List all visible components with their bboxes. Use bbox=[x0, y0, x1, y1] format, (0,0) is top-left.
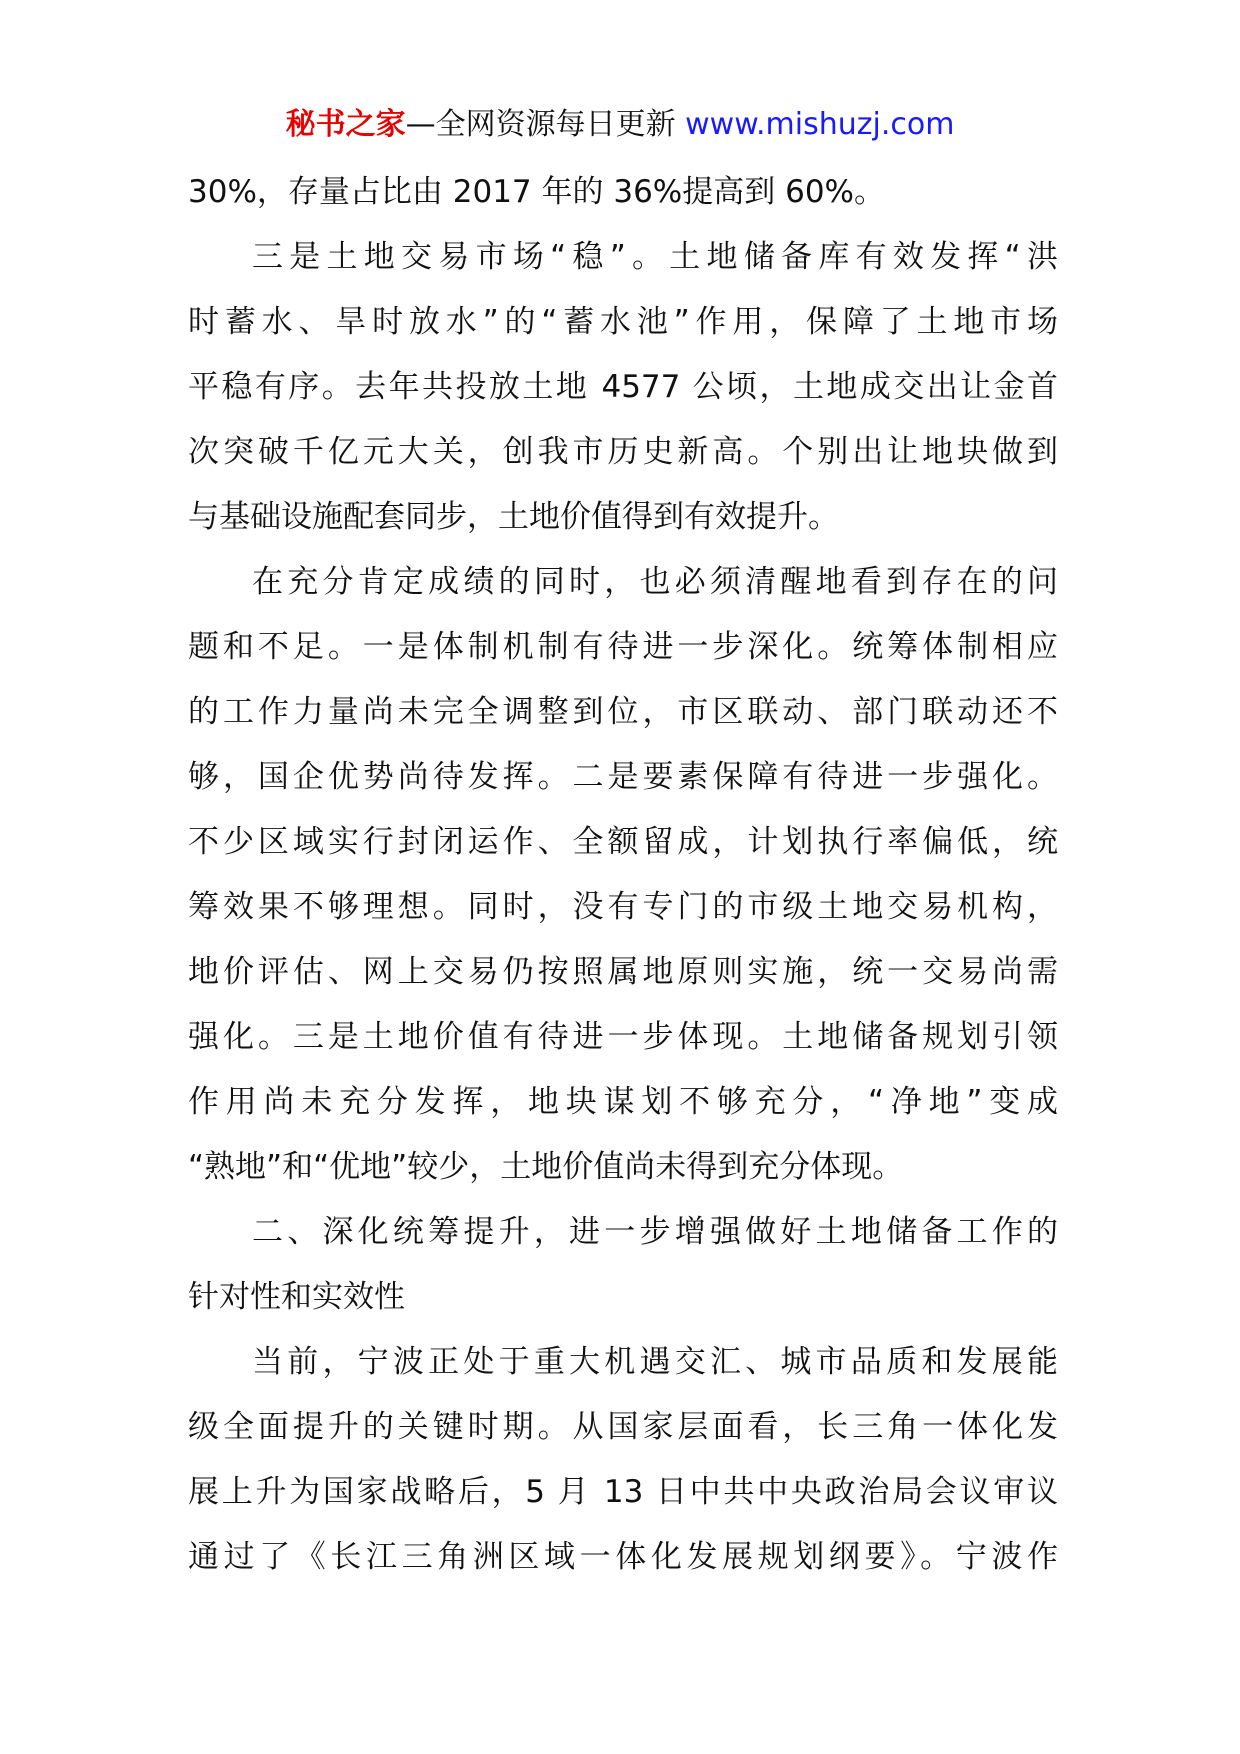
text-line: 作用尚未充分发挥，地块谋划不够充分，“净地”变成 bbox=[188, 1084, 1058, 1120]
brand-name: 秘书之家 bbox=[285, 107, 406, 142]
text-line: 够，国企优势尚待发挥。二是要素保障有待进一步强化。 bbox=[188, 759, 1058, 795]
text-line: 地价评估、网上交易仍按照属地原则实施，统一交易尚需 bbox=[188, 954, 1058, 990]
text-line: “熟地”和“优地”较少，土地价值尚未得到充分体现。 bbox=[188, 1149, 904, 1185]
document-body bbox=[188, 160, 1058, 1590]
text-line: 不少区域实行封闭运作、全额留成，计划执行率偏低，统 bbox=[188, 824, 1058, 860]
text-line: 次突破千亿元大关，创我市历史新高。个别出让地块做到 bbox=[188, 434, 1058, 470]
text-line: 通过了《长江三角洲区域一体化发展规划纲要》。宁波作 bbox=[188, 1539, 1058, 1575]
text-line: 题和不足。一是体制机制有待进一步深化。统筹体制相应 bbox=[188, 629, 1058, 665]
text-line: 筹效果不够理想。同时，没有专门的市级土地交易机构， bbox=[188, 889, 1058, 925]
text-line: 30%，存量占比由 2017 年的 36%提高到 60%。 bbox=[188, 174, 886, 210]
text-line: 当前，宁波正处于重大机遇交汇、城市品质和发展能 bbox=[252, 1344, 1058, 1380]
text-line: 二、深化统筹提升，进一步增强做好土地储备工作的 bbox=[252, 1214, 1058, 1250]
text-line: 时蓄水、旱时放水”的“蓄水池”作用，保障了土地市场 bbox=[188, 304, 1058, 340]
site-url-link[interactable]: www.mishuzj.com bbox=[685, 107, 955, 142]
text-line: 在充分肯定成绩的同时，也必须清醒地看到存在的问 bbox=[252, 564, 1058, 600]
text-line: 级全面提升的关键时期。从国家层面看，长三角一体化发 bbox=[188, 1409, 1058, 1445]
text-line: 针对性和实效性 bbox=[188, 1279, 405, 1315]
text-line: 展上升为国家战略后，5 月 13 日中共中央政治局会议审议 bbox=[188, 1474, 1058, 1510]
text-line: 与基础设施配套同步，土地价值得到有效提升。 bbox=[188, 499, 839, 535]
header-tagline: —全网资源每日更新 bbox=[405, 107, 676, 142]
text-line: 强化。三是土地价值有待进一步体现。土地储备规划引领 bbox=[188, 1019, 1058, 1055]
text-line: 三是土地交易市场“稳”。土地储备库有效发挥“洪 bbox=[252, 239, 1058, 275]
site-header bbox=[0, 103, 1240, 147]
text-line: 的工作力量尚未完全调整到位，市区联动、部门联动还不 bbox=[188, 694, 1058, 730]
text-line: 平稳有序。去年共投放土地 4577 公顷，土地成交出让金首 bbox=[188, 369, 1058, 405]
